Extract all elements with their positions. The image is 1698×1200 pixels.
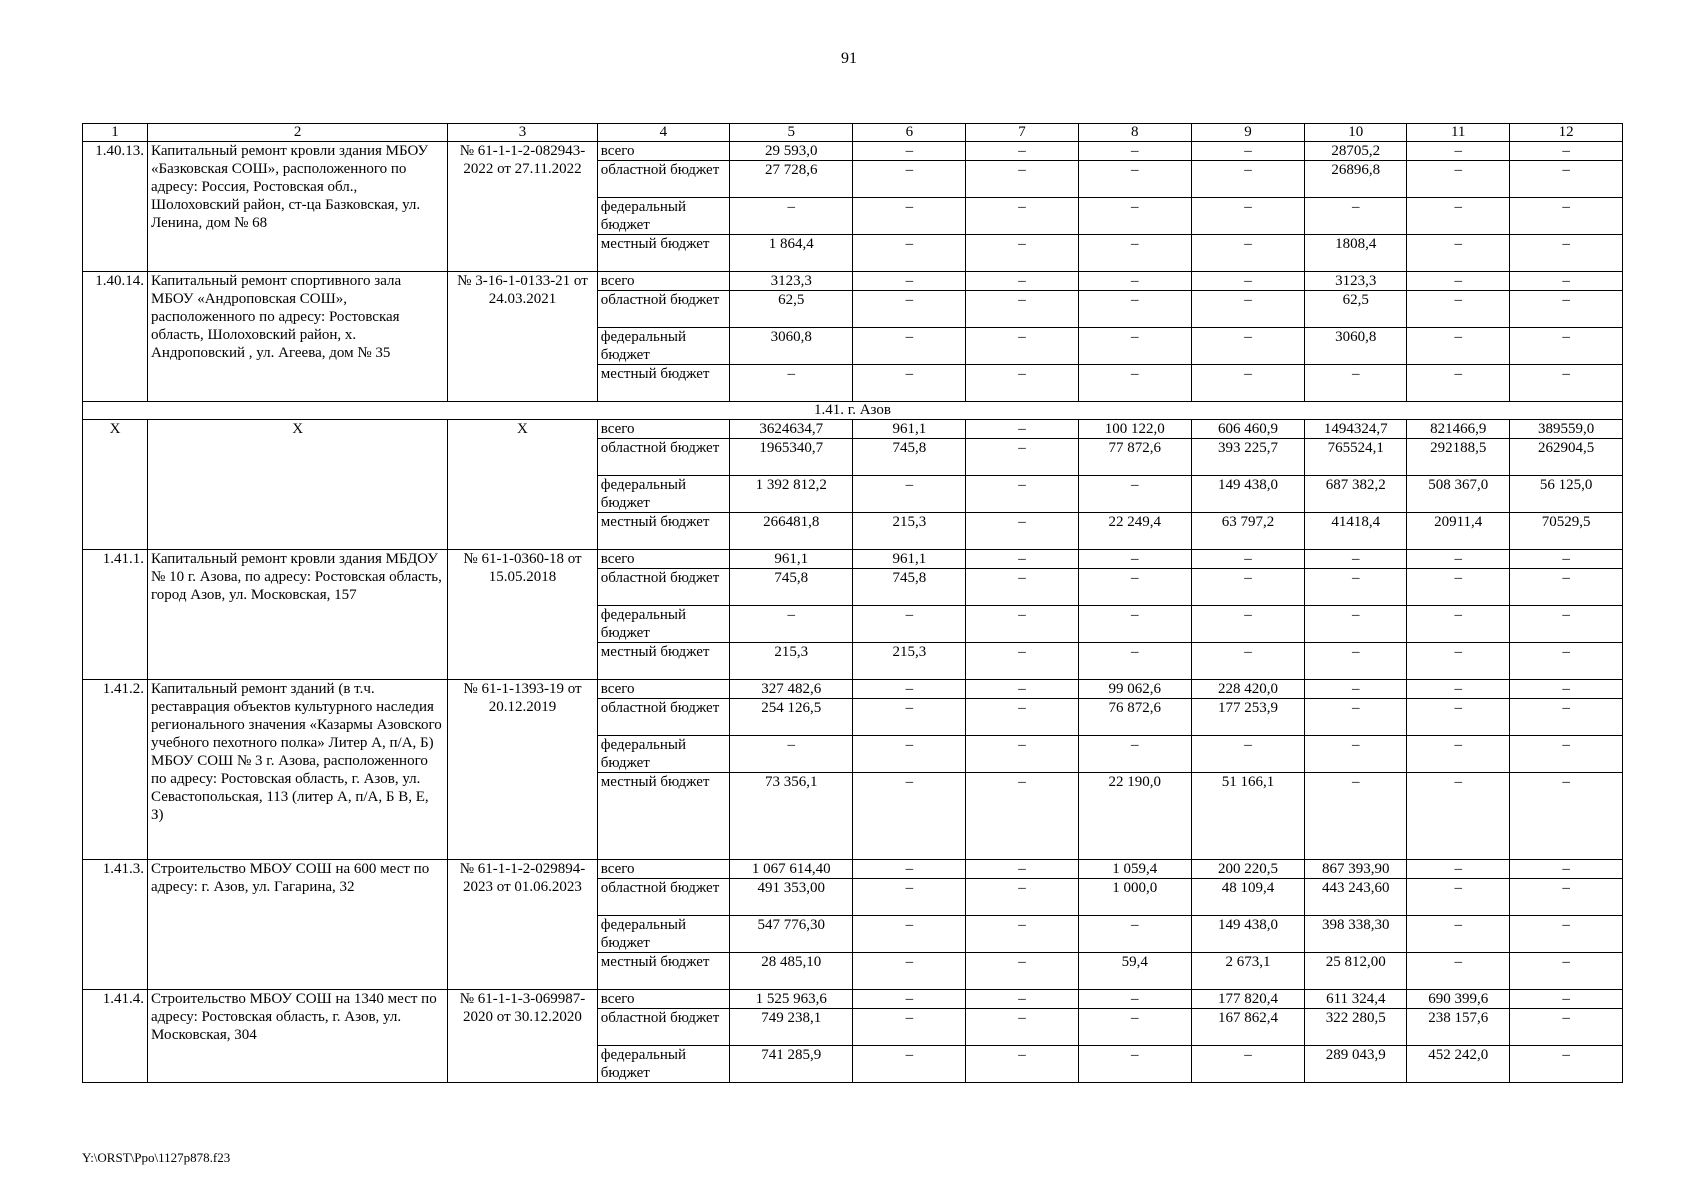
value-cell: – [1510, 235, 1623, 272]
value-cell: 491 353,00 [729, 879, 853, 916]
value-cell: – [966, 606, 1079, 643]
value-cell: 821466,9 [1407, 420, 1510, 439]
value-cell: – [1510, 1009, 1623, 1046]
value-cell: – [853, 736, 966, 773]
value-cell: – [1078, 198, 1191, 235]
value-cell: 1494324,7 [1305, 420, 1407, 439]
value-cell: – [1407, 736, 1510, 773]
value-cell: 27 728,6 [729, 161, 853, 198]
value-cell: – [1407, 773, 1510, 860]
value-cell: – [966, 291, 1079, 328]
column-number: 7 [966, 124, 1079, 142]
budget-type-label: всего [597, 990, 729, 1009]
value-cell: – [1191, 198, 1305, 235]
value-cell: – [1078, 990, 1191, 1009]
budget-type-label: местный бюджет [597, 365, 729, 402]
value-cell: – [1191, 1046, 1305, 1083]
value-cell: 547 776,30 [729, 916, 853, 953]
column-number: 2 [148, 124, 448, 142]
column-number: 1 [83, 124, 148, 142]
value-cell: – [1407, 953, 1510, 990]
column-number: 12 [1510, 124, 1623, 142]
project-name: Капитальный ремонт кровли здания МБОУ «Базковская СОШ», расположенного по адресу: Россия, Ростовская обл., Шолоховский район, ст-ца Базковская, ул. Ленина, дом № 68 [148, 142, 448, 272]
project-document: № 61-1-1-3-069987-2020 от 30.12.2020 [448, 990, 598, 1083]
value-cell: 59,4 [1078, 953, 1191, 990]
value-cell: – [1191, 142, 1305, 161]
value-cell: – [1510, 1046, 1623, 1083]
value-cell: – [966, 550, 1079, 569]
project-name: Капитальный ремонт зданий (в т.ч. реставрация объектов культурного наследия регионального значения «Казармы Азовского учебного пехотного полка» Литер А, п/А, Б) МБОУ СОШ № 3 г. Азова, расположенного по адресу: Ростовская область, г. Азов, ул. Севастопольская, 113 (литер А, п/А, Б В, Е, З) [148, 680, 448, 860]
value-cell: – [1510, 198, 1623, 235]
value-cell: – [1305, 699, 1407, 736]
value-cell: – [966, 643, 1079, 680]
value-cell: – [1078, 916, 1191, 953]
section-row [83, 402, 1623, 420]
value-cell: – [1510, 272, 1623, 291]
value-cell: 961,1 [853, 420, 966, 439]
table-row [83, 990, 1623, 1009]
value-cell: – [1407, 680, 1510, 699]
value-cell: – [853, 860, 966, 879]
column-number: 11 [1407, 124, 1510, 142]
value-cell: – [1078, 161, 1191, 198]
budget-type-label: федеральный бюджет [597, 1046, 729, 1083]
value-cell: 327 482,6 [729, 680, 853, 699]
value-cell: – [1078, 606, 1191, 643]
value-cell: 322 280,5 [1305, 1009, 1407, 1046]
value-cell: – [1407, 272, 1510, 291]
value-cell: – [966, 916, 1079, 953]
value-cell: – [966, 439, 1079, 476]
value-cell: – [966, 328, 1079, 365]
value-cell: – [1510, 699, 1623, 736]
value-cell: 63 797,2 [1191, 513, 1305, 550]
value-cell: 745,8 [729, 569, 853, 606]
budget-type-label: всего [597, 272, 729, 291]
value-cell: – [966, 879, 1079, 916]
value-cell: – [729, 198, 853, 235]
value-cell: – [853, 1046, 966, 1083]
budget-type-label: областной бюджет [597, 569, 729, 606]
value-cell: 1808,4 [1305, 235, 1407, 272]
budget-type-label: всего [597, 142, 729, 161]
value-cell: 3060,8 [1305, 328, 1407, 365]
value-cell: – [1191, 606, 1305, 643]
value-cell: 508 367,0 [1407, 476, 1510, 513]
value-cell: 2 673,1 [1191, 953, 1305, 990]
budget-type-label: федеральный бюджет [597, 916, 729, 953]
value-cell: – [1078, 328, 1191, 365]
table-row [83, 680, 1623, 699]
value-cell: – [966, 235, 1079, 272]
budget-type-label: всего [597, 550, 729, 569]
value-cell: – [1191, 569, 1305, 606]
value-cell: – [966, 272, 1079, 291]
value-cell: – [1510, 990, 1623, 1009]
budget-table [82, 123, 1623, 1083]
value-cell: – [1305, 569, 1407, 606]
value-cell: – [729, 606, 853, 643]
value-cell: 177 253,9 [1191, 699, 1305, 736]
value-cell: 1 059,4 [1078, 860, 1191, 879]
value-cell: – [1407, 606, 1510, 643]
value-cell: 1 067 614,40 [729, 860, 853, 879]
column-number: 5 [729, 124, 853, 142]
value-cell: 25 812,00 [1305, 953, 1407, 990]
value-cell: – [853, 916, 966, 953]
budget-type-label: всего [597, 680, 729, 699]
value-cell: – [853, 990, 966, 1009]
value-cell: 443 243,60 [1305, 879, 1407, 916]
value-cell: – [853, 161, 966, 198]
project-document: № 61-1-1393-19 от 20.12.2019 [448, 680, 598, 860]
table-body [83, 124, 1623, 1083]
value-cell: 1 000,0 [1078, 879, 1191, 916]
value-cell: – [853, 1009, 966, 1046]
value-cell: – [853, 272, 966, 291]
value-cell: – [853, 198, 966, 235]
footer-file-path: Y:\ORST\Ppo\1127p878.f23 [82, 1150, 231, 1165]
value-cell: – [966, 142, 1079, 161]
project-name: Строительство МБОУ СОШ на 600 мест по адресу: г. Азов, ул. Гагарина, 32 [148, 860, 448, 990]
table-row [83, 550, 1623, 569]
value-cell: 687 382,2 [1305, 476, 1407, 513]
value-cell: – [966, 699, 1079, 736]
project-name: Капитальный ремонт спортивного зала МБОУ «Андроповская СОШ», расположенного по адресу: Ростовская область, Шолоховский район, х. Андроповский , ул. Агеева, дом № 35 [148, 272, 448, 402]
value-cell: – [853, 476, 966, 513]
project-number: 1.41.4. [83, 990, 148, 1083]
table-row [83, 272, 1623, 291]
value-cell: – [1510, 953, 1623, 990]
value-cell: 29 593,0 [729, 142, 853, 161]
value-cell: – [1510, 680, 1623, 699]
budget-type-label: всего [597, 420, 729, 439]
value-cell: – [1078, 272, 1191, 291]
value-cell: 289 043,9 [1305, 1046, 1407, 1083]
value-cell: – [966, 773, 1079, 860]
budget-type-label: федеральный бюджет [597, 476, 729, 513]
value-cell: – [729, 365, 853, 402]
value-cell: – [966, 860, 1079, 879]
value-cell: – [966, 513, 1079, 550]
value-cell: – [1407, 699, 1510, 736]
project-document: № 3-16-1-0133-21 от 24.03.2021 [448, 272, 598, 402]
value-cell: 3624634,7 [729, 420, 853, 439]
value-cell: 266481,8 [729, 513, 853, 550]
value-cell: 100 122,0 [1078, 420, 1191, 439]
value-cell: 73 356,1 [729, 773, 853, 860]
value-cell: 26896,8 [1305, 161, 1407, 198]
value-cell: – [1407, 365, 1510, 402]
value-cell: 41418,4 [1305, 513, 1407, 550]
budget-type-label: местный бюджет [597, 513, 729, 550]
budget-type-label: местный бюджет [597, 953, 729, 990]
value-cell: 28 485,10 [729, 953, 853, 990]
value-cell: – [1305, 643, 1407, 680]
value-cell: – [853, 953, 966, 990]
value-cell: – [1191, 736, 1305, 773]
value-cell: – [1407, 235, 1510, 272]
table-row [83, 142, 1623, 161]
value-cell: 76 872,6 [1078, 699, 1191, 736]
budget-type-label: областной бюджет [597, 439, 729, 476]
value-cell: – [1078, 291, 1191, 328]
value-cell: 606 460,9 [1191, 420, 1305, 439]
value-cell: – [1078, 365, 1191, 402]
value-cell: 56 125,0 [1510, 476, 1623, 513]
value-cell: – [853, 291, 966, 328]
value-cell: 149 438,0 [1191, 476, 1305, 513]
value-cell: 690 399,6 [1407, 990, 1510, 1009]
value-cell: – [1191, 272, 1305, 291]
value-cell: 51 166,1 [1191, 773, 1305, 860]
value-cell: 70529,5 [1510, 513, 1623, 550]
value-cell: – [853, 680, 966, 699]
value-cell: 200 220,5 [1191, 860, 1305, 879]
value-cell: – [853, 773, 966, 860]
value-cell: – [1407, 142, 1510, 161]
value-cell: – [1510, 643, 1623, 680]
value-cell: – [1191, 550, 1305, 569]
project-name: Капитальный ремонт кровли здания МБДОУ № 10 г. Азова, по адресу: Ростовская область, город Азов, ул. Московская, 157 [148, 550, 448, 680]
project-number: 1.40.13. [83, 142, 148, 272]
value-cell: – [853, 235, 966, 272]
value-cell: 292188,5 [1407, 439, 1510, 476]
value-cell: – [1191, 365, 1305, 402]
value-cell: – [966, 161, 1079, 198]
budget-type-label: федеральный бюджет [597, 198, 729, 235]
value-cell: – [1510, 161, 1623, 198]
value-cell: 149 438,0 [1191, 916, 1305, 953]
value-cell: – [1191, 643, 1305, 680]
value-cell: – [1305, 550, 1407, 569]
value-cell: – [1510, 550, 1623, 569]
value-cell: – [1510, 606, 1623, 643]
value-cell: 177 820,4 [1191, 990, 1305, 1009]
value-cell: – [1305, 680, 1407, 699]
value-cell: – [1407, 860, 1510, 879]
value-cell: 167 862,4 [1191, 1009, 1305, 1046]
value-cell: – [966, 990, 1079, 1009]
value-cell: – [1078, 235, 1191, 272]
value-cell: 398 338,30 [1305, 916, 1407, 953]
value-cell: – [966, 365, 1079, 402]
budget-type-label: местный бюджет [597, 773, 729, 860]
table-row [83, 420, 1623, 439]
value-cell: – [966, 420, 1079, 439]
value-cell: – [1305, 606, 1407, 643]
project-document: № 61-1-1-2-029894-2023 от 01.06.2023 [448, 860, 598, 990]
budget-type-label: федеральный бюджет [597, 606, 729, 643]
column-number-row [83, 124, 1623, 142]
project-document: № 61-1-1-2-082943-2022 от 27.11.2022 [448, 142, 598, 272]
value-cell: – [853, 365, 966, 402]
value-cell: – [1078, 569, 1191, 606]
value-cell: 215,3 [853, 513, 966, 550]
value-cell: – [1510, 569, 1623, 606]
value-cell: – [853, 879, 966, 916]
value-cell: 961,1 [853, 550, 966, 569]
project-name: Строительство МБОУ СОШ на 1340 мест по адресу: Ростовская область, г. Азов, ул. Московская, 304 [148, 990, 448, 1083]
value-cell: – [1510, 142, 1623, 161]
value-cell: – [1078, 643, 1191, 680]
budget-type-label: всего [597, 860, 729, 879]
column-number: 3 [448, 124, 598, 142]
value-cell: – [1510, 773, 1623, 860]
value-cell: – [1191, 235, 1305, 272]
project-number: 1.40.14. [83, 272, 148, 402]
value-cell: – [966, 198, 1079, 235]
value-cell: 215,3 [729, 643, 853, 680]
value-cell: – [729, 736, 853, 773]
table-row [83, 860, 1623, 879]
value-cell: – [966, 1009, 1079, 1046]
value-cell: – [1078, 476, 1191, 513]
value-cell: – [1510, 365, 1623, 402]
value-cell: – [1510, 328, 1623, 365]
value-cell: – [1407, 916, 1510, 953]
value-cell: 867 393,90 [1305, 860, 1407, 879]
value-cell: 745,8 [853, 569, 966, 606]
value-cell: – [1305, 736, 1407, 773]
value-cell: 745,8 [853, 439, 966, 476]
value-cell: 77 872,6 [1078, 439, 1191, 476]
value-cell: – [1305, 365, 1407, 402]
project-number: 1.41.1. [83, 550, 148, 680]
value-cell: – [1078, 736, 1191, 773]
value-cell: 611 324,4 [1305, 990, 1407, 1009]
budget-type-label: федеральный бюджет [597, 736, 729, 773]
value-cell: 765524,1 [1305, 439, 1407, 476]
budget-type-label: областной бюджет [597, 699, 729, 736]
value-cell: 48 109,4 [1191, 879, 1305, 916]
project-number: 1.41.2. [83, 680, 148, 860]
budget-type-label: местный бюджет [597, 235, 729, 272]
column-number: 9 [1191, 124, 1305, 142]
value-cell: – [966, 680, 1079, 699]
value-cell: 1 392 812,2 [729, 476, 853, 513]
value-cell: 99 062,6 [1078, 680, 1191, 699]
value-cell: 1 525 963,6 [729, 990, 853, 1009]
value-cell: 1965340,7 [729, 439, 853, 476]
column-number: 6 [853, 124, 966, 142]
value-cell: 62,5 [1305, 291, 1407, 328]
budget-type-label: областной бюджет [597, 879, 729, 916]
value-cell: 254 126,5 [729, 699, 853, 736]
value-cell: 1 864,4 [729, 235, 853, 272]
value-cell: – [1407, 161, 1510, 198]
value-cell: 215,3 [853, 643, 966, 680]
value-cell: 961,1 [729, 550, 853, 569]
value-cell: – [1078, 1046, 1191, 1083]
value-cell: – [853, 142, 966, 161]
budget-type-label: федеральный бюджет [597, 328, 729, 365]
budget-type-label: областной бюджет [597, 291, 729, 328]
value-cell: – [1407, 569, 1510, 606]
project-document: № 61-1-0360-18 от 15.05.2018 [448, 550, 598, 680]
value-cell: – [1407, 879, 1510, 916]
value-cell: – [1305, 773, 1407, 860]
value-cell: – [1407, 643, 1510, 680]
value-cell: – [1407, 198, 1510, 235]
value-cell: 3123,3 [729, 272, 853, 291]
value-cell: 22 249,4 [1078, 513, 1191, 550]
budget-type-label: областной бюджет [597, 161, 729, 198]
project-number: X [83, 420, 148, 550]
value-cell: – [966, 476, 1079, 513]
value-cell: 3123,3 [1305, 272, 1407, 291]
page-number: 91 [841, 50, 857, 67]
value-cell: 389559,0 [1510, 420, 1623, 439]
value-cell: 238 157,6 [1407, 1009, 1510, 1046]
value-cell: – [853, 606, 966, 643]
value-cell: – [966, 953, 1079, 990]
value-cell: 452 242,0 [1407, 1046, 1510, 1083]
value-cell: 741 285,9 [729, 1046, 853, 1083]
value-cell: 393 225,7 [1191, 439, 1305, 476]
value-cell: 28705,2 [1305, 142, 1407, 161]
value-cell: – [1510, 879, 1623, 916]
value-cell: – [853, 328, 966, 365]
value-cell: – [1510, 736, 1623, 773]
project-document: X [448, 420, 598, 550]
value-cell: – [1191, 328, 1305, 365]
column-number: 8 [1078, 124, 1191, 142]
value-cell: – [1078, 142, 1191, 161]
value-cell: – [1510, 291, 1623, 328]
budget-type-label: местный бюджет [597, 643, 729, 680]
budget-type-label: областной бюджет [597, 1009, 729, 1046]
column-number: 4 [597, 124, 729, 142]
value-cell: – [1078, 550, 1191, 569]
value-cell: 20911,4 [1407, 513, 1510, 550]
value-cell: – [1191, 291, 1305, 328]
value-cell: – [1407, 328, 1510, 365]
value-cell: – [1191, 161, 1305, 198]
section-title: 1.41. г. Азов [83, 402, 1623, 420]
value-cell: – [1510, 916, 1623, 953]
value-cell: – [1510, 860, 1623, 879]
column-number: 10 [1305, 124, 1407, 142]
value-cell: 3060,8 [729, 328, 853, 365]
value-cell: – [966, 569, 1079, 606]
value-cell: – [966, 1046, 1079, 1083]
value-cell: – [966, 736, 1079, 773]
value-cell: – [1407, 291, 1510, 328]
value-cell: 749 238,1 [729, 1009, 853, 1046]
value-cell: – [1407, 550, 1510, 569]
value-cell: – [1305, 198, 1407, 235]
value-cell: – [853, 699, 966, 736]
value-cell: – [1078, 1009, 1191, 1046]
value-cell: 262904,5 [1510, 439, 1623, 476]
project-name: X [148, 420, 448, 550]
value-cell: 228 420,0 [1191, 680, 1305, 699]
project-number: 1.41.3. [83, 860, 148, 990]
value-cell: 22 190,0 [1078, 773, 1191, 860]
value-cell: 62,5 [729, 291, 853, 328]
